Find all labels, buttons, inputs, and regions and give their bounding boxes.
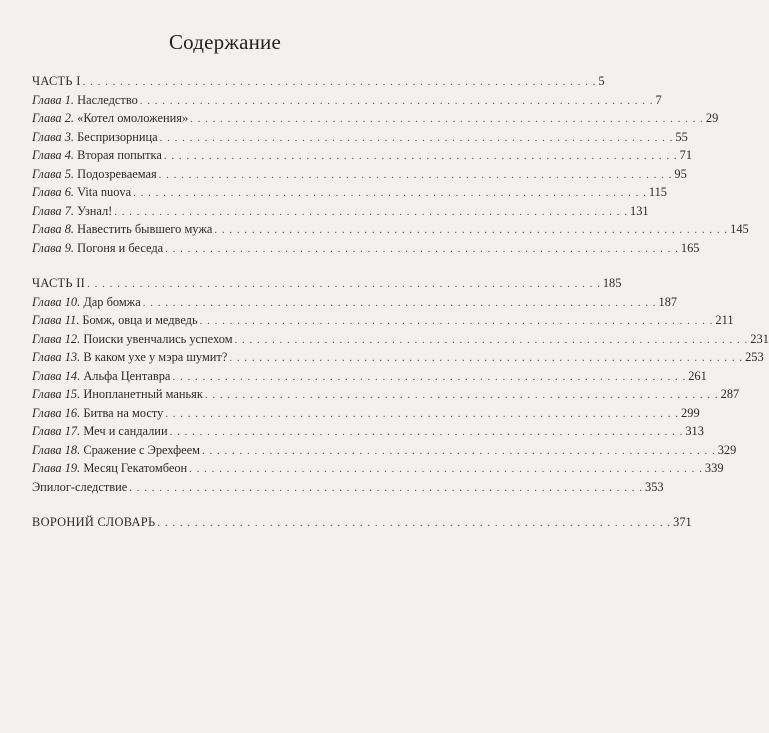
dot-leader: . . . . . . . . . . . . . . . . . . . . . . . . . . . . . . . . . . . . . . . . . . . . . . . . . . . . . . . . . . . . . . . . . . . . . [165,242,679,255]
entry-label [32,348,227,367]
chapter-entry [32,404,700,423]
dot-leader: . . . . . . . . . . . . . . . . . . . . . . . . . . . . . . . . . . . . . . . . . . . . . . . . . . . . . . . . . . . . . . . . . . . . . [133,187,647,199]
chapter-entry [32,459,724,478]
dot-leader: . . . . . . . . . . . . . . . . . . . . . . . . . . . . . . . . . . . . . . . . . . . . . . . . . . . . . . . . . . . . . . . . . . . . . [114,205,629,218]
entry-label [32,91,138,110]
dot-leader: . . . . . . . . . . . . . . . . . . . . . . . . . . . . . . . . . . . . . . . . . . . . . . . . . . . . . . . . . . . . . . . . . . . . . [158,168,673,181]
entry-title: Подозреваемая [77,166,157,181]
entry-title: Дар бомжа [83,294,141,309]
entry-title: Вторая попытка [77,148,162,162]
page-number: 353 [645,479,664,494]
dot-leader: . . . . . . . . . . . . . . . . . . . . . . . . . . . . . . . . . . . . . . . . . . . . . . . . . . . . . . . . . . . . . . . . . . . . . [165,407,680,420]
chapter-entry [32,239,700,258]
dot-leader: . . . . . . . . . . . . . . . . . . . . . . . . . . . . . . . . . . . . . . . . . . . . . . . . . . . . . . . . . . . . . . . . . . . . . [229,352,744,364]
page-number: 131 [630,203,649,218]
entry-title: ВОРОНИЙ СЛОВАРЬ [32,515,156,529]
entry-title: Навестить бывшего мужа [77,222,213,236]
entry-title: Бомж, овца и медведь [82,313,198,327]
dot-leader: . . . . . . . . . . . . . . . . . . . . . . . . . . . . . . . . . . . . . . . . . . . . . . . . . . . . . . . . . . . . . . . . . . . . . [157,517,672,529]
dot-leader: . . . . . . . . . . . . . . . . . . . . . . . . . . . . . . . . . . . . . . . . . . . . . . . . . . . . . . . . . . . . . . . . . . . . . [87,278,601,290]
chapter-entry [32,128,688,147]
entry-label [32,109,188,128]
entry-label [32,367,170,386]
chapter-entry [32,422,704,441]
dot-leader: . . . . . . . . . . . . . . . . . . . . . . . . . . . . . . . . . . . . . . . . . . . . . . . . . . . . . . . . . . . . . . . . . . . . . [190,113,704,125]
entry-label [32,202,112,221]
page-number: 339 [704,461,724,475]
chapter-entry [32,348,764,367]
entry-label [32,478,127,497]
page-number: 261 [688,368,707,383]
entry-title: «Котел омоложения» [77,111,189,125]
entry-label [32,146,162,165]
entry-label [32,72,81,91]
page-number: 29 [705,111,719,125]
chapter-entry [32,165,687,184]
chapter-number: Глава 19. [32,461,81,475]
chapter-number: Глава 1. [32,92,75,107]
section-spacer [32,257,438,274]
entry-label [32,311,198,330]
entry-label [32,220,212,239]
entry-label [32,385,203,404]
chapter-number: Глава 6. [32,185,75,199]
part-heading [32,72,605,91]
chapter-number: Глава 15. [32,387,81,401]
entry-title: Месяц Гекатомбеон [83,461,188,475]
page-number: 55 [675,129,688,144]
entry-label [32,404,163,423]
entry-label [32,513,155,532]
chapter-number: Глава 3. [32,129,75,144]
entry-label [32,239,163,258]
dot-leader: . . . . . . . . . . . . . . . . . . . . . . . . . . . . . . . . . . . . . . . . . . . . . . . . . . . . . . . . . . . . . . . . . . . . . [234,333,749,346]
chapter-entry [32,441,737,460]
chapter-number: Глава 4. [32,148,75,162]
chapter-number: Глава 10. [32,294,81,309]
page-number: 329 [717,442,737,457]
entry-label [32,422,168,441]
dot-leader: . . . . . . . . . . . . . . . . . . . . . . . . . . . . . . . . . . . . . . . . . . . . . . . . . . . . . . . . . . . . . . . . . . . . . [172,370,687,383]
chapter-entry [32,91,662,110]
chapter-entry [32,311,734,330]
entry-label [32,330,233,349]
entry-title: ЧАСТЬ II [32,276,86,290]
dot-leader: . . . . . . . . . . . . . . . . . . . . . . . . . . . . . . . . . . . . . . . . . . . . . . . . . . . . . . . . . . . . . . . . . . . . . [169,426,684,438]
dot-leader: . . . . . . . . . . . . . . . . . . . . . . . . . . . . . . . . . . . . . . . . . . . . . . . . . . . . . . . . . . . . . . . . . . . . . [82,76,597,88]
dot-leader: . . . . . . . . . . . . . . . . . . . . . . . . . . . . . . . . . . . . . . . . . . . . . . . . . . . . . . . . . . . . . . . . . . . . . [201,444,716,457]
entry-title: Поиски увенчались успехом [83,331,233,346]
entry-label [32,274,85,293]
page-number: 95 [674,166,687,181]
page-number: 211 [715,313,734,327]
chapter-entry [32,330,769,349]
table-of-contents [32,72,769,532]
dot-leader: . . . . . . . . . . . . . . . . . . . . . . . . . . . . . . . . . . . . . . . . . . . . . . . . . . . . . . . . . . . . . . . . . . . . . [189,463,703,475]
page-number: 371 [673,515,692,529]
epilogue-entry [32,478,664,497]
entry-title: Эпилог-следствие [32,479,128,494]
chapter-entry [32,293,678,312]
chapter-number: Глава 7. [32,203,75,218]
page-number: 299 [681,405,700,420]
entry-label [32,441,200,460]
chapter-entry [32,202,649,221]
entry-label [32,183,131,202]
chapter-number: Глава 17. [32,424,81,438]
dot-leader: . . . . . . . . . . . . . . . . . . . . . . . . . . . . . . . . . . . . . . . . . . . . . . . . . . . . . . . . . . . . . . . . . . . . . [163,150,678,162]
dot-leader: . . . . . . . . . . . . . . . . . . . . . . . . . . . . . . . . . . . . . . . . . . . . . . . . . . . . . . . . . . . . . . . . . . . . . [129,481,643,494]
dot-leader: . . . . . . . . . . . . . . . . . . . . . . . . . . . . . . . . . . . . . . . . . . . . . . . . . . . . . . . . . . . . . . . . . . . . . [142,296,657,309]
entry-title: Наследство [77,92,138,107]
chapter-entry [32,367,707,386]
dot-leader: . . . . . . . . . . . . . . . . . . . . . . . . . . . . . . . . . . . . . . . . . . . . . . . . . . . . . . . . . . . . . . . . . . . . . [159,131,674,144]
chapter-entry [32,109,719,128]
page-title: Содержание [168,30,282,54]
chapter-number: Глава 12. [32,331,81,346]
entry-title: Беспризорница [77,129,158,144]
dot-leader: . . . . . . . . . . . . . . . . . . . . . . . . . . . . . . . . . . . . . . . . . . . . . . . . . . . . . . . . . . . . . . . . . . . . . [214,224,729,236]
entry-title: В каком ухе у мэра шумит? [83,350,228,364]
dot-leader: . . . . . . . . . . . . . . . . . . . . . . . . . . . . . . . . . . . . . . . . . . . . . . . . . . . . . . . . . . . . . . . . . . . . . [204,389,719,401]
entry-title: Альфа Центавра [83,368,171,383]
page-number: 115 [648,185,667,199]
entry-title: Инопланетный маньяк [83,387,203,401]
page-number: 187 [658,294,678,309]
page-number: 71 [679,148,693,162]
chapter-number: Глава 14. [32,368,81,383]
entry-title: Узнал! [77,203,113,218]
dot-leader: . . . . . . . . . . . . . . . . . . . . . . . . . . . . . . . . . . . . . . . . . . . . . . . . . . . . . . . . . . . . . . . . . . . . . [199,315,714,327]
chapter-number: Глава 2. [32,111,75,125]
entry-label [32,459,187,478]
entry-label [32,128,158,147]
page-number: 253 [745,350,764,364]
entry-title: Сражение с Эрехфеем [83,442,200,457]
entry-title: Vita nuova [77,185,132,199]
page-number: 7 [655,92,662,107]
dot-leader: . . . . . . . . . . . . . . . . . . . . . . . . . . . . . . . . . . . . . . . . . . . . . . . . . . . . . . . . . . . . . . . . . . . . . [139,94,654,107]
page-number: 231 [750,331,769,346]
chapter-number: Глава 13. [32,350,81,364]
section-spacer [32,496,438,513]
page-number: 165 [680,240,700,255]
chapter-number: Глава 11. [32,313,80,327]
page-number: 5 [598,74,605,88]
page-number: 287 [720,387,740,401]
page-number: 185 [602,276,622,290]
entry-label [32,165,157,184]
page-number: 313 [685,424,704,438]
chapter-entry [32,146,693,165]
chapter-number: Глава 5. [32,166,75,181]
glossary-entry [32,513,692,532]
chapter-entry [32,385,740,404]
chapter-number: Глава 16. [32,405,81,420]
entry-title: Погоня и беседа [77,240,164,255]
entry-title: Битва на мосту [83,405,164,420]
entry-label [32,293,141,312]
chapter-entry [32,220,749,239]
chapter-number: Глава 18. [32,442,81,457]
chapter-number: Глава 9. [32,240,75,255]
chapter-number: Глава 8. [32,222,75,236]
entry-title: ЧАСТЬ I [32,74,81,88]
entry-title: Меч и сандалии [83,424,168,438]
chapter-entry [32,183,667,202]
part-heading [32,274,622,293]
page-number: 145 [730,222,749,236]
